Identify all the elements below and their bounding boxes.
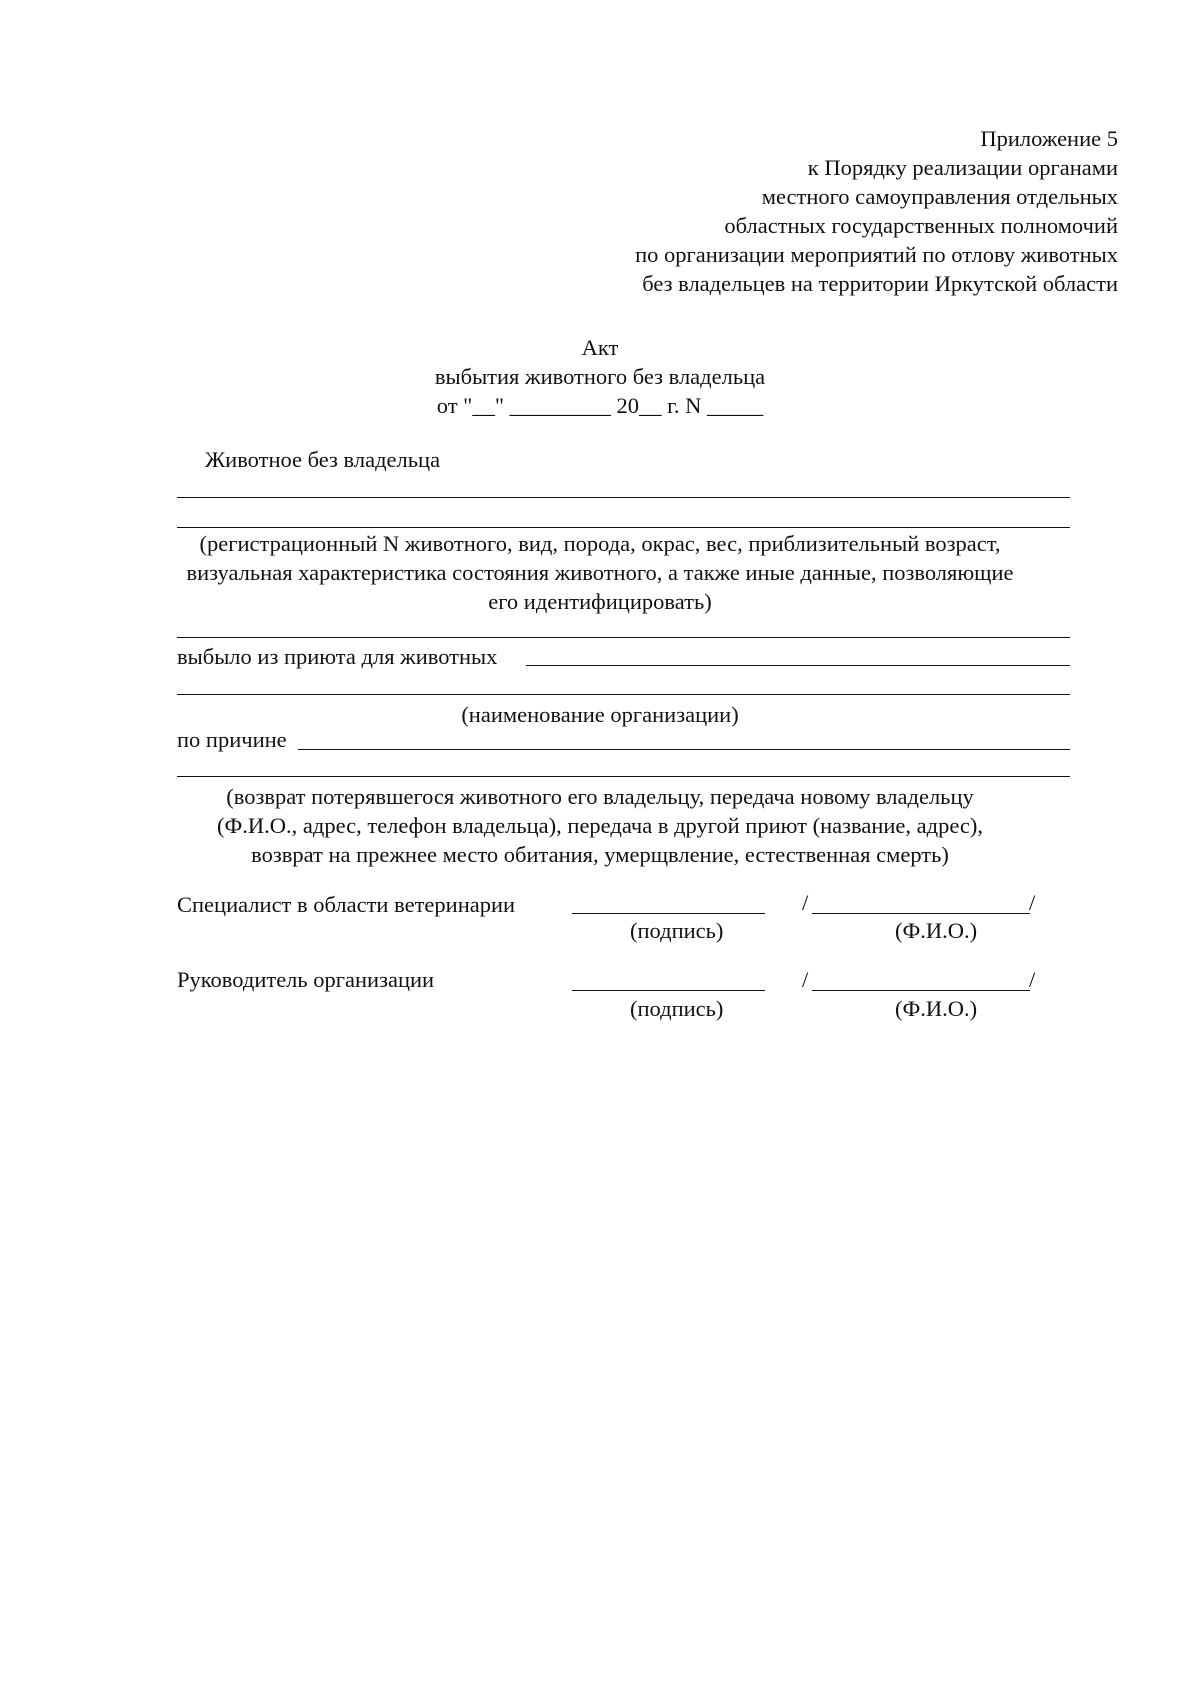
appendix-line-3: местного самоуправления отдельных	[761, 184, 1118, 209]
appendix-line-5: по организации мероприятий по отлову животных	[635, 242, 1118, 267]
signature-hint-1: (подпись)	[630, 918, 724, 943]
signature-role-2: Руководитель организации	[177, 967, 435, 992]
signature-hint-2: (подпись)	[630, 996, 724, 1021]
animal-field-line-1[interactable]	[177, 497, 1070, 498]
animal-label: Животное без владельца	[205, 447, 441, 472]
appendix-line-6: без владельцев на территории Иркутской области	[642, 271, 1118, 296]
animal-field-line-3[interactable]	[177, 637, 1070, 638]
reason-hint-2: (Ф.И.О., адрес, телефон владельца), передача в другой приют (название, адрес),	[217, 813, 983, 838]
name-line-1[interactable]	[812, 913, 1030, 914]
name-line-2[interactable]	[812, 990, 1030, 991]
animal-hint-2: визуальная характеристика состояния животного, а также иные данные, позволяющие	[186, 560, 1014, 585]
document-subtitle: выбытия животного без владельца	[434, 364, 766, 389]
slash-left-1: /	[802, 890, 809, 915]
shelter-hint: (наименование организации)	[461, 702, 739, 727]
signature-role-1: Специалист в области ветеринарии	[177, 892, 516, 917]
animal-field-line-2[interactable]	[177, 527, 1070, 528]
signature-line-2[interactable]	[572, 990, 765, 991]
appendix-line-1: Приложение 5	[980, 126, 1118, 151]
reason-hint-3: возврат на прежнее место обитания, умерщвление, естественная смерть)	[251, 842, 949, 867]
shelter-label: выбыло из приюта для животных	[177, 644, 498, 669]
shelter-field-line-2[interactable]	[177, 694, 1070, 695]
shelter-field-line[interactable]	[526, 665, 1070, 666]
animal-hint-3: его идентифицировать)	[488, 589, 712, 614]
document-title: Акт	[581, 335, 619, 360]
reason-hint-1: (возврат потерявшегося животного его владельцу, передача новому владельцу	[226, 784, 974, 809]
reason-field-line[interactable]	[298, 749, 1070, 750]
slash-left-2: /	[802, 967, 809, 992]
name-hint-2: (Ф.И.О.)	[895, 996, 978, 1021]
slash-right-2: /	[1029, 967, 1036, 992]
appendix-line-4: областных государственных полномочий	[724, 213, 1118, 238]
appendix-line-2: к Порядку реализации органами	[807, 155, 1118, 180]
document-date-number: от "__" _________ 20__ г. N _____	[436, 393, 764, 418]
signature-line-1[interactable]	[572, 913, 765, 914]
reason-label: по причине	[177, 727, 287, 752]
name-hint-1: (Ф.И.О.)	[895, 918, 978, 943]
reason-field-line-2[interactable]	[177, 776, 1070, 777]
animal-hint-1: (регистрационный N животного, вид, порода, окрас, вес, приблизительный возраст,	[199, 531, 1001, 556]
slash-right-1: /	[1029, 890, 1036, 915]
